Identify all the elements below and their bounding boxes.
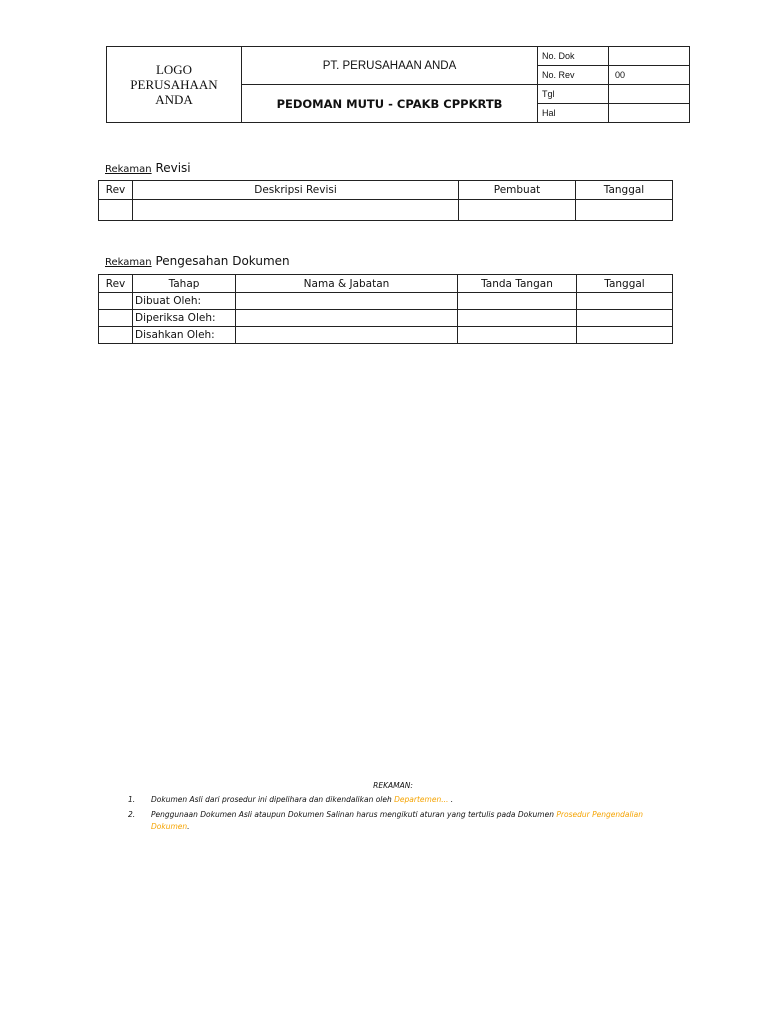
note-text (151, 794, 648, 806)
note-body: Penggunaan Dokumen Asli ataupun Dokumen Salinan harus mengikuti aturan yang tertulis pada Dokumen (151, 810, 557, 819)
table-cell[interactable] (99, 200, 133, 221)
note-item (128, 794, 648, 806)
note-body: Dokumen Asli dari prosedur ini dipelihara dan dikendalikan oleh (151, 795, 395, 804)
field-value-tgl (609, 85, 690, 104)
column-header-nama-jabatan: Nama & Jabatan (236, 275, 458, 293)
logo-line: PERUSAHAAN (130, 77, 218, 92)
revisi-table (98, 180, 673, 221)
table-cell[interactable] (577, 310, 673, 327)
column-header-tanda-tangan: Tanda Tangan (458, 275, 577, 293)
table-cell[interactable] (99, 310, 133, 327)
section-title-rest: Revisi (155, 161, 191, 175)
field-value-no-dok (609, 47, 690, 66)
revisi-section-title (105, 161, 191, 175)
table-cell[interactable] (133, 200, 459, 221)
note-suffix: . (187, 822, 190, 831)
company-logo-placeholder (107, 47, 242, 123)
note-item (128, 809, 648, 833)
section-title-underlined: Rekaman (105, 257, 152, 268)
table-cell[interactable] (458, 310, 577, 327)
section-title-underlined: Rekaman (105, 164, 152, 175)
table-cell[interactable] (459, 200, 576, 221)
document-header-table (106, 46, 690, 123)
note-number: 2. (128, 810, 136, 819)
note-text (151, 809, 648, 833)
column-header-tahap: Tahap (133, 275, 236, 293)
table-row (99, 293, 673, 310)
logo-line: LOGO (155, 62, 193, 77)
table-cell[interactable] (236, 293, 458, 310)
column-header-pembuat: Pembuat (459, 181, 576, 200)
notes-heading: REKAMAN: (373, 781, 413, 790)
table-row (99, 310, 673, 327)
field-label-tgl: Tgl (538, 85, 609, 104)
column-header-tanggal: Tanggal (576, 181, 673, 200)
table-cell[interactable] (577, 327, 673, 344)
pengesahan-section-title (105, 254, 290, 268)
table-cell[interactable] (99, 327, 133, 344)
column-header-rev: Rev (99, 181, 133, 200)
table-cell[interactable] (236, 310, 458, 327)
table-row (99, 327, 673, 344)
section-title-rest: Pengesahan Dokumen (155, 254, 290, 268)
note-highlight: Prosedur Pengendalian Dokumen (151, 810, 643, 831)
table-cell[interactable] (576, 200, 673, 221)
table-cell[interactable] (458, 293, 577, 310)
column-header-rev: Rev (99, 275, 133, 293)
table-cell[interactable] (99, 293, 133, 310)
pengesahan-table (98, 274, 673, 344)
tahap-cell: Disahkan Oleh: (133, 327, 236, 344)
table-row (99, 200, 673, 221)
field-label-no-dok: No. Dok (538, 47, 609, 66)
note-highlight: Departemen... (394, 795, 451, 804)
note-number: 1. (128, 795, 136, 804)
field-value-hal (609, 104, 690, 123)
records-notes (128, 781, 648, 836)
table-cell[interactable] (236, 327, 458, 344)
field-value-no-rev: 00 (609, 66, 690, 85)
company-name: PT. PERUSAHAAN ANDA (242, 47, 538, 85)
note-suffix: . (450, 795, 454, 804)
table-cell[interactable] (458, 327, 577, 344)
tahap-cell: Diperiksa Oleh: (133, 310, 236, 327)
table-header-row (99, 275, 673, 293)
table-header-row (99, 181, 673, 200)
document-title: PEDOMAN MUTU - CPAKB CPPKRTB (242, 85, 538, 123)
logo-line: ANDA (155, 92, 193, 107)
column-header-tanggal: Tanggal (577, 275, 673, 293)
field-label-hal: Hal (538, 104, 609, 123)
table-cell[interactable] (577, 293, 673, 310)
field-label-no-rev: No. Rev (538, 66, 609, 85)
tahap-cell: Dibuat Oleh: (133, 293, 236, 310)
column-header-deskripsi: Deskripsi Revisi (133, 181, 459, 200)
